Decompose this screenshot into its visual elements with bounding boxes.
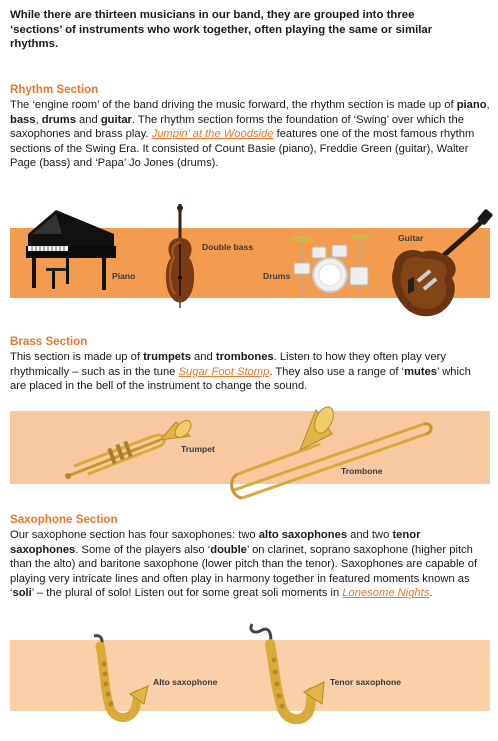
trombone-label: Trombone xyxy=(341,466,383,476)
drums-label: Drums xyxy=(263,271,291,281)
trumpet-image xyxy=(64,414,194,486)
drum-kit-image xyxy=(288,233,372,297)
sax-section-body: Our saxophone section has four saxophones: two alto saxophones and two tenor saxophones. Some of the players also ‘double’ on clarinet, soprano saxophone (higher pitch than the alto) and baritone saxophone (lower pitch than the tenor). Saxophones are capable of playing very intricate lines and often play in harmony together in featured moments known as ‘soli’ – the plural of solo! Listen out for some great soli moments in Lonesome Nights. xyxy=(10,529,478,600)
guitar-image xyxy=(388,210,494,322)
piano-label: Piano xyxy=(112,271,136,281)
lonesome-nights-link[interactable]: Lonesome Nights xyxy=(342,587,430,600)
piano-image xyxy=(18,206,118,296)
intro-text: While there are thirteen musicians in our band, they are grouped into three ‘sections’ of instruments who work together, often playing the same or similar rhythms. xyxy=(10,9,433,50)
alto-saxophone-image xyxy=(64,634,150,726)
rhythm-section-body: The ‘engine room’ of the band driving the music forward, the rhythm section is made up of piano, bass, drums and guitar. The rhythm section forms the foundation of ‘Swing’ over which the saxophones and brass play. Jumpin’ at the Woodside features one of the most famous rhythm sections of the Swing Era. It consisted of Count Basie (piano), Freddie Green (guitar), Walter Page (bass) and ‘Papa’ Jo Jones (drums). xyxy=(10,99,490,170)
alto-saxophone-label: Alto saxophone xyxy=(153,677,218,687)
brass-section-body: This section is made up of trumpets and trombones. Listen to how they often play very rhythmically – such as in the tune Sugar Foot Stomp. They also use a range of ‘mutes’ which are placed in the bell of the instrument to change the sound. xyxy=(10,351,471,393)
jumpin-link[interactable]: Jumpin’ at the Woodside xyxy=(151,128,274,141)
double-bass-image xyxy=(160,204,200,308)
guitar-label: Guitar xyxy=(398,233,424,243)
double-bass-label: Double bass xyxy=(202,242,254,252)
trombone-image xyxy=(228,404,434,504)
trumpet-label: Trumpet xyxy=(181,444,215,454)
brass-section-title: Brass Section xyxy=(10,335,88,348)
rhythm-section-title: Rhythm Section xyxy=(10,83,99,96)
sugar-foot-stomp-link[interactable]: Sugar Foot Stomp xyxy=(178,365,270,378)
tenor-saxophone-label: Tenor saxophone xyxy=(330,677,401,687)
tenor-saxophone-image xyxy=(244,620,334,730)
sax-section-title: Saxophone Section xyxy=(10,513,118,526)
